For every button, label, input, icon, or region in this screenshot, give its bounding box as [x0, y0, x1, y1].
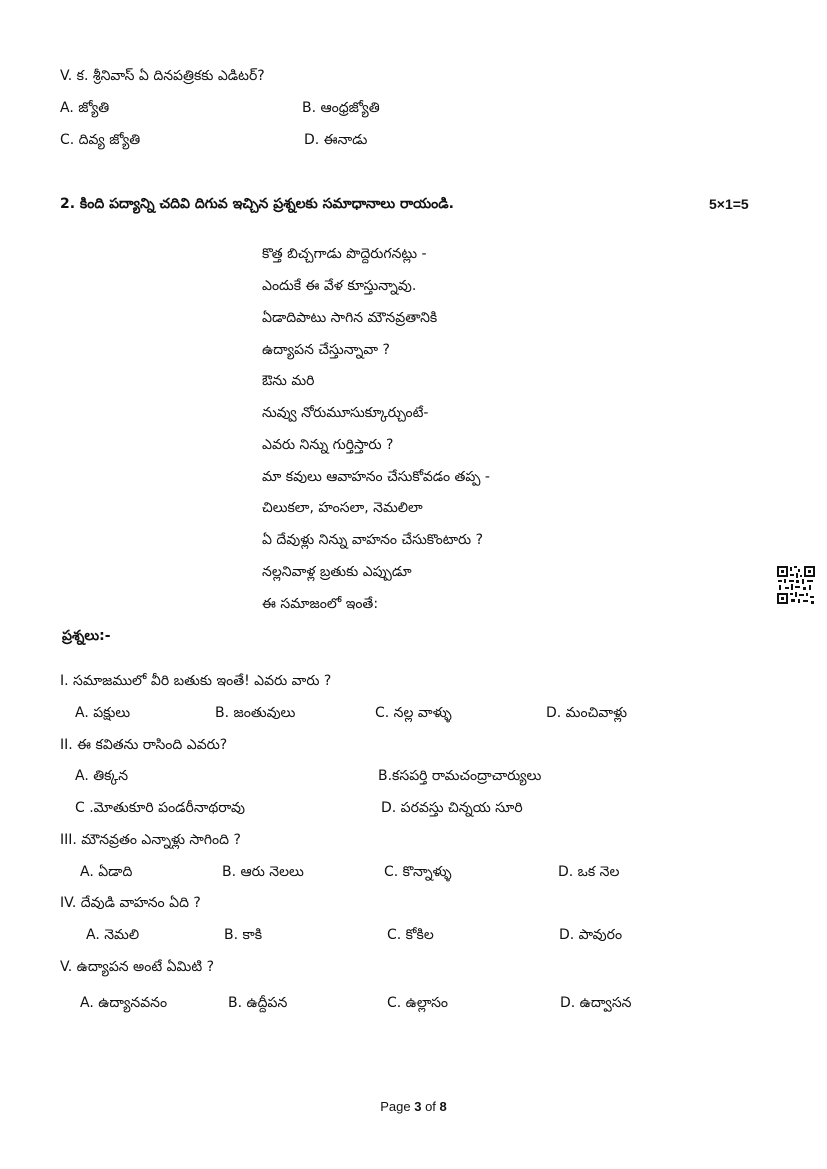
- q2-question-2: II. ఈ కవితను రాసింది ఎవరు?: [60, 737, 228, 753]
- q2-q3-option-b: B. ఆరు నెలలు: [222, 864, 304, 880]
- poem-line-10: ఏ దేవుళ్లు నిన్ను వాహనం చేసుకొంటారు ?: [262, 532, 484, 548]
- footer-current-page: 3: [414, 1099, 422, 1114]
- q2-q1-option-c: C. నల్ల వాళ్ళు: [375, 705, 452, 721]
- q2-question-3: III. మౌనవ్రతం ఎన్నాళ్లు సాగింది ?: [60, 832, 241, 848]
- q2-q2-option-a: A. తిక్కన: [75, 768, 129, 784]
- q2-q1-option-a: A. పక్షులు: [75, 705, 131, 721]
- q2-q5-option-b: B. ఉద్దీపన: [228, 995, 288, 1011]
- footer-middle: of: [421, 1099, 440, 1114]
- q1v-option-d: D. ఈనాడు: [304, 132, 368, 148]
- poem-line-7: ఎవరు నిన్ను గుర్తిస్తారు ?: [262, 437, 394, 453]
- q2-q1-option-d: D. మంచివాళ్లు: [546, 705, 628, 721]
- poem-line-9: చిలుకలా, హంసలా, నెమలిలా: [262, 500, 423, 516]
- q2-q5-option-d: D. ఉద్వాసన: [560, 995, 632, 1011]
- q2-q1-option-b: B. జంతువులు: [215, 705, 296, 721]
- q2-q2-option-c: C .మోతుకూరి పండరీనాథరావు: [75, 800, 245, 816]
- questions-label: ప్రశ్నలు:-: [62, 628, 111, 644]
- poem-line-12: ఈ సమాజంలో ఇంతే:: [262, 596, 379, 612]
- footer-prefix: Page: [380, 1099, 415, 1114]
- q2-question-1: I. సమాజములో వీరి బతుకు ఇంతే! ఎవరు వారు ?: [60, 673, 332, 689]
- q2-q3-option-d: D. ఒక నెల: [558, 864, 620, 880]
- poem-line-6: నువ్వు నోరుమూసుక్కూర్చుంటే-: [262, 405, 429, 421]
- q2-q4-option-c: C. కోకిల: [387, 927, 434, 943]
- q2-heading: 2. కింది పద్యాన్ని చదివి దిగువ ఇచ్చిన ప్రశ్నలకు సమాధానాలు రాయండి.: [60, 196, 454, 212]
- page-footer: [0, 1099, 827, 1114]
- q1v-question: V. క. శ్రీనివాస్ ఏ దినపత్రికకు ఎడిటర్?: [60, 68, 265, 84]
- poem-line-5: ఔను మరి: [262, 373, 315, 389]
- q2-q4-option-a: A. నెమలి: [86, 927, 140, 943]
- footer-total-pages: 8: [439, 1099, 447, 1114]
- q2-q4-option-b: B. కాకి: [224, 927, 263, 943]
- q2-marks: 5×1=5: [709, 196, 749, 212]
- poem-line-4: ఉద్యాపన చేస్తున్నావా ?: [262, 342, 390, 358]
- q2-q2-option-d: D. పరవస్తు చిన్నయ సూరి: [381, 800, 523, 816]
- poem-line-1: కొత్త బిచ్చగాడు పొద్దెరుగనట్లు -: [262, 246, 427, 262]
- poem-line-3: ఏడాదిపాటు సాగిన మౌనవ్రతానికి: [262, 310, 438, 326]
- q2-q5-option-a: A. ఉద్యానవనం: [80, 995, 168, 1011]
- q2-question-5: V. ఉద్యాపన అంటే ఏమిటి ?: [60, 959, 215, 975]
- q2-question-4: IV. దేవుడి వాహనం ఏది ?: [60, 895, 201, 911]
- q2-q3-option-c: C. కొన్నాళ్ళు: [384, 864, 452, 880]
- q2-q2-option-b: B.కసపర్తి రామచంద్రాచార్యులు: [378, 768, 542, 784]
- q2-q3-option-a: A. ఏడాది: [80, 864, 133, 880]
- qr-code-icon: [776, 565, 816, 605]
- q2-q5-option-c: C. ఉల్లాసం: [387, 995, 448, 1011]
- poem-line-11: నల్లనివాళ్ల బ్రతుకు ఎప్పుడూ: [262, 564, 412, 580]
- q1v-option-a: A. జ్యోతి: [60, 100, 110, 116]
- q1v-option-b: B. ఆంధ్రజ్యోతి: [302, 100, 380, 116]
- q1v-option-c: C. దివ్య జ్యోతి: [60, 132, 141, 148]
- poem-line-2: ఎందుకే ఈ వేళ కూస్తున్నావు.: [262, 278, 417, 294]
- q2-q4-option-d: D. పావురం: [559, 927, 623, 943]
- poem-line-8: మా కవులు ఆవాహనం చేసుకోవడం తప్ప -: [262, 469, 490, 485]
